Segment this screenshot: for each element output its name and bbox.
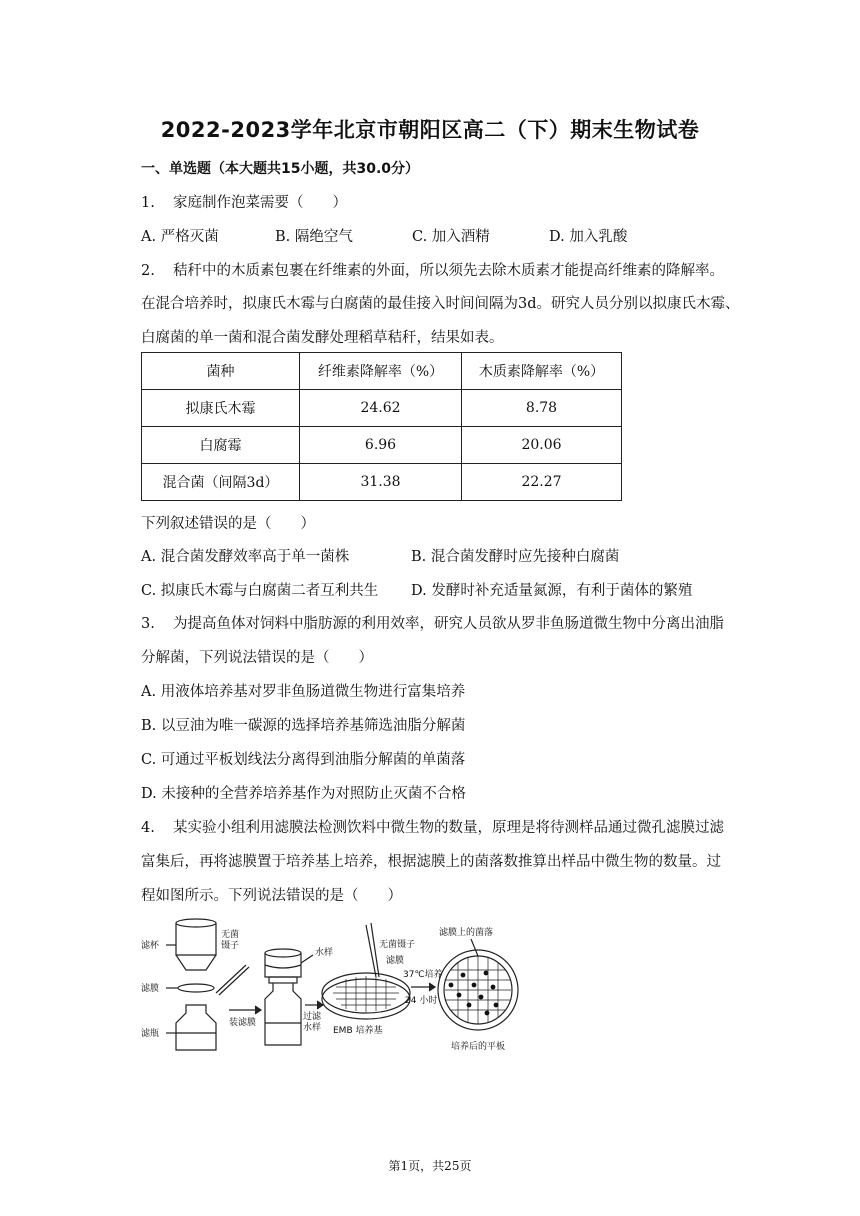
option-b: B. 以豆油为唯一碳源的选择培养基筛选油脂分解菌 (141, 718, 466, 734)
table-header-row (142, 353, 622, 390)
question-number: 2. (141, 263, 155, 279)
table-cell: 31.38 (300, 464, 462, 501)
label-culture-temp: 37℃培养 (403, 970, 443, 980)
label-membrane-2: 滤膜 (386, 956, 405, 966)
question-stem: 家庭制作泡菜需要（ ） (173, 195, 347, 211)
question-1-options (141, 225, 627, 246)
question-stem-line: 为提高鱼体对饲料中脂肪源的利用效率，研究人员欲从罗非鱼肠道微生物中分离出油脂 (173, 616, 724, 632)
table-cell: 24.62 (300, 390, 462, 427)
page-footer: 第1页，共25页 (388, 1159, 472, 1173)
table-cell: 20.06 (462, 427, 622, 464)
question-prompt: 下列叙述错误的是（ ） (141, 516, 315, 532)
option-a: A. 用液体培养基对罗非鱼肠道微生物进行富集培养 (141, 684, 466, 700)
question-stem-line: 某实验小组利用滤膜法检测饮料中微生物的数量，原理是将待测样品通过微孔滤膜过滤 (173, 820, 724, 836)
option-d: D. 发酵时补充适量氮源，有利于菌体的繁殖 (411, 583, 693, 599)
table-row (142, 464, 622, 501)
label-colonies: 滤膜上的菌落 (439, 928, 494, 938)
question-2-options-row-2 (141, 579, 692, 600)
table-cell: 8.78 (462, 390, 622, 427)
question-3 (141, 612, 724, 633)
membrane-filter-figure (141, 915, 531, 1057)
option-d: D. 未接种的全营养培养基作为对照防止灭菌不合格 (141, 786, 466, 802)
option-c: C. 可通过平板划线法分离得到油脂分解菌的单菌落 (141, 752, 466, 768)
question-stem-line: 程如图所示。下列说法错误的是（ ） (141, 888, 402, 904)
table-cell: 6.96 (300, 427, 462, 464)
table-row (142, 427, 622, 464)
table-cell: 拟康氏木霉 (142, 390, 300, 427)
label-filter-a: 过滤 (303, 1012, 322, 1022)
question-number: 4. (141, 820, 155, 836)
label-tweezers-2: 无菌镊子 (379, 940, 416, 950)
question-4 (141, 816, 724, 837)
label-filter-b: 水样 (303, 1023, 322, 1033)
label-tweezers-a: 无菌 (221, 930, 240, 940)
question-stem-line: 富集后，再将滤膜置于培养基上培养，根据滤膜上的菌落数推算出样品中微生物的数量。过 (141, 854, 721, 870)
option-d: D. 加入乳酸 (549, 229, 628, 245)
label-membrane: 滤膜 (141, 984, 160, 994)
question-number: 3. (141, 616, 155, 632)
table-cell: 白腐霉 (142, 427, 300, 464)
page-title: 2022-2023学年北京市朝阳区高二（下）期末生物试卷 (160, 118, 700, 142)
label-bottle: 滤瓶 (141, 1029, 160, 1039)
label-culture-time: 24 小时 (405, 996, 438, 1006)
question-2 (141, 259, 724, 280)
results-table (141, 352, 622, 501)
label-emb: EMB 培养基 (333, 1026, 383, 1036)
question-number: 1. (141, 195, 155, 211)
option-b: B. 隔绝空气 (275, 229, 353, 245)
table-cell: 22.27 (462, 464, 622, 501)
option-c: C. 加入酒精 (412, 229, 490, 245)
section-heading: 一、单选题（本大题共15小题，共30.0分） (141, 161, 420, 177)
table-row (142, 390, 622, 427)
option-c: C. 拟康氏木霉与白腐菌二者互利共生 (141, 583, 379, 599)
question-stem-line: 分解菌，下列说法错误的是（ ） (141, 650, 373, 666)
table-header: 纤维素降解率（%） (300, 353, 462, 390)
label-water-sample: 水样 (315, 948, 334, 958)
question-1 (141, 191, 347, 212)
table-cell: 混合菌（间隔3d） (142, 464, 300, 501)
table-header: 木质素降解率（%） (462, 353, 622, 390)
question-stem-line: 秸秆中的木质素包裹在纤维素的外面，所以须先去除木质素才能提高纤维素的降解率。 (173, 263, 724, 279)
label-install: 装滤膜 (229, 1018, 257, 1028)
question-stem-line: 白腐菌的单一菌和混合菌发酵处理稻草秸秆，结果如表。 (141, 330, 504, 346)
label-filter-cup: 滤杯 (141, 941, 160, 951)
option-b: B. 混合菌发酵时应先接种白腐菌 (411, 549, 620, 565)
label-tweezers-b: 镊子 (221, 941, 240, 951)
table-header: 菌种 (142, 353, 300, 390)
option-a: A. 混合菌发酵效率高于单一菌株 (141, 549, 350, 565)
label-plate: 培养后的平板 (451, 1042, 506, 1052)
option-a: A. 严格灭菌 (141, 229, 219, 245)
question-2-options-row-1 (141, 545, 619, 566)
question-stem-line: 在混合培养时，拟康氏木霉与白腐菌的最佳接入时间间隔为3d。研究人员分别以拟康氏木霉、 (141, 296, 740, 312)
